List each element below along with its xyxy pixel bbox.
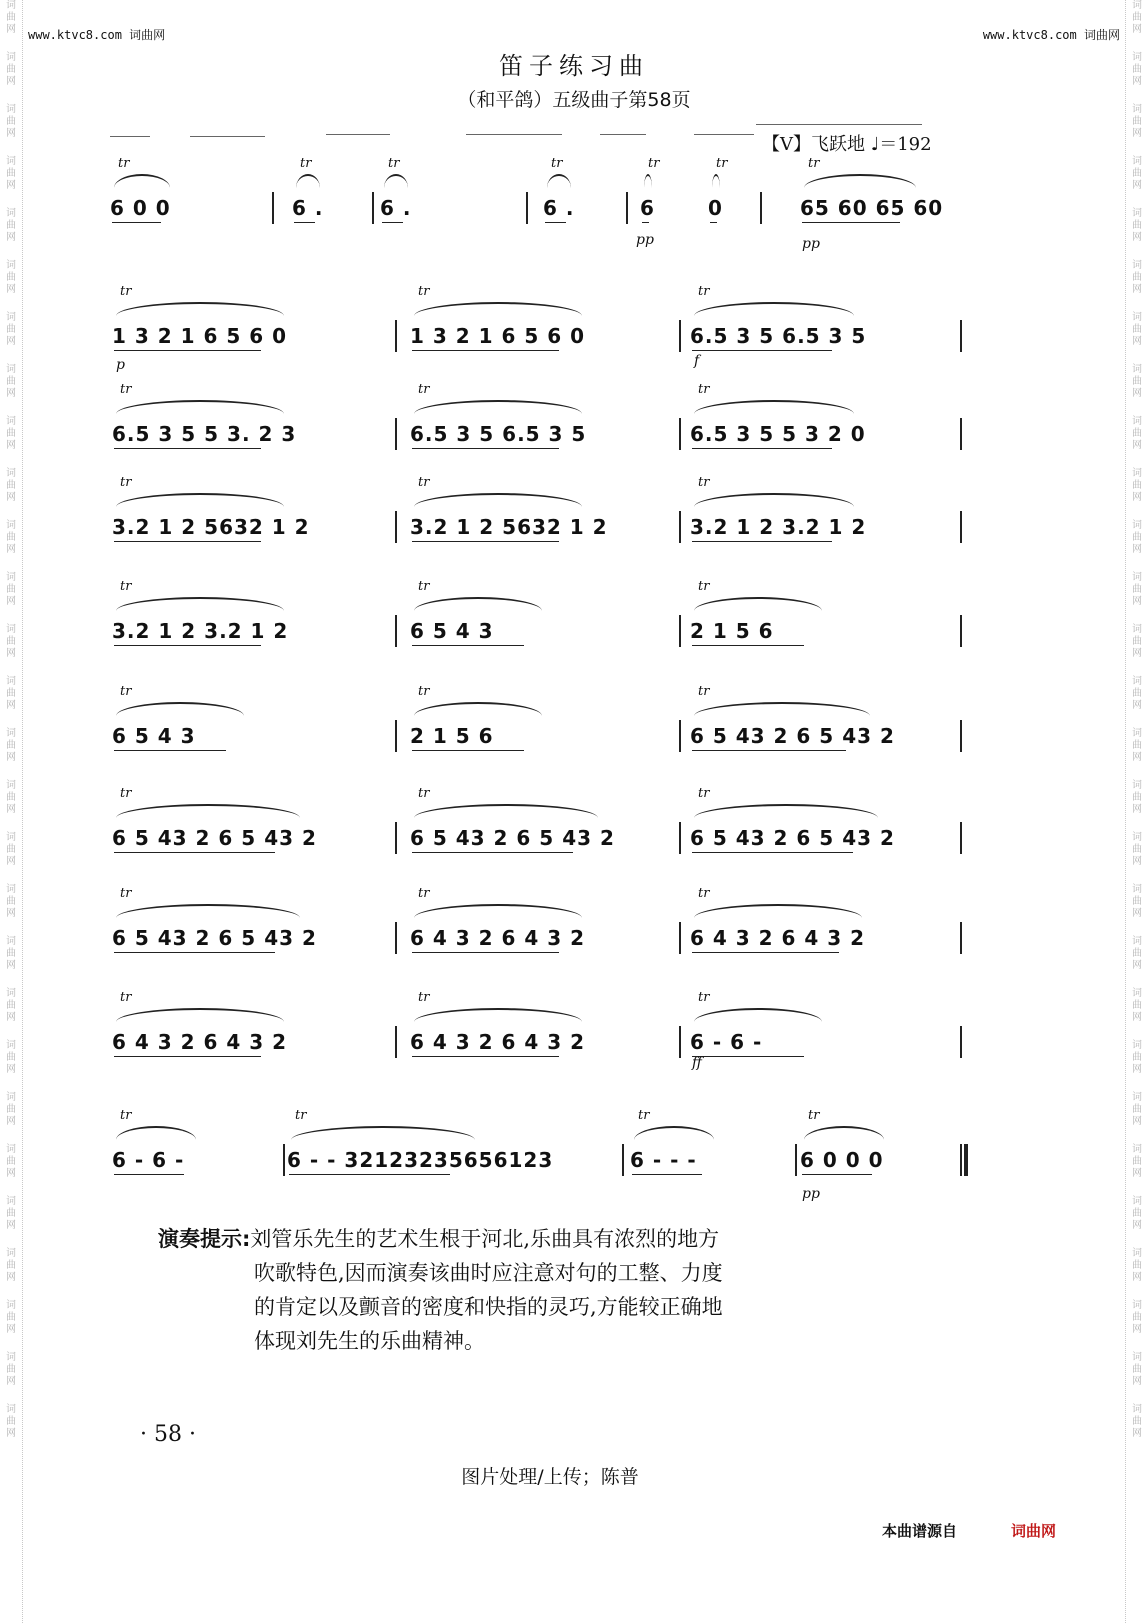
- watermark-text: 词 曲 网: [6, 988, 16, 1023]
- slur-arc: [547, 174, 571, 188]
- notation-measure: 6 0 0 0: [800, 1148, 884, 1172]
- notation-measure: 6 4 3 2 6 4 3 2: [690, 926, 866, 950]
- watermark-text: 词 曲 网: [6, 416, 16, 451]
- beam-underline: [289, 1174, 450, 1175]
- trill-mark: tr: [698, 684, 710, 699]
- watermark-text: 词 曲 网: [1132, 1404, 1142, 1439]
- dynamic-mark: pp: [802, 1186, 820, 1202]
- beam-underline: [112, 222, 161, 223]
- watermark-text: 词 曲 网: [6, 364, 16, 399]
- trill-mark: tr: [418, 684, 430, 699]
- dynamic-mark: f: [694, 353, 700, 369]
- trill-mark: tr: [120, 1108, 132, 1123]
- beam-underline: [545, 222, 566, 223]
- slur-arc: [114, 174, 170, 188]
- watermark-text: 词 曲 网: [1132, 936, 1142, 971]
- slur-arc: [384, 174, 408, 188]
- tips-label: 演奏提示:: [158, 1227, 251, 1251]
- trill-mark: tr: [716, 156, 728, 171]
- notation-measure: 6 0 0: [110, 196, 171, 220]
- bar-line: [626, 192, 628, 224]
- trill-mark: tr: [120, 382, 132, 397]
- bar-line: [960, 511, 962, 543]
- notation-measure: 65 60 65 60: [800, 196, 944, 220]
- watermark-text: 词 曲 网: [1132, 1196, 1142, 1231]
- beam-underline: [412, 645, 524, 646]
- bar-line: [679, 615, 681, 647]
- watermark-text: 词 曲 网: [1132, 676, 1142, 711]
- notation-measure: 6 5 4 3: [112, 724, 196, 748]
- bar-line: [679, 1026, 681, 1058]
- notation-measure: 3.2 1 2 5632 1 2: [410, 515, 608, 539]
- notation-measure: 1 3 2 1 6 5 6 0: [112, 324, 288, 348]
- slur-arc: [414, 702, 542, 716]
- watermark-left: [0, 0, 23, 1623]
- slur-arc: [644, 174, 652, 188]
- slur-arc: [414, 804, 598, 818]
- bar-line: [679, 320, 681, 352]
- slur-arc: [694, 804, 878, 818]
- watermark-text: 词 曲 网: [6, 52, 16, 87]
- watermark-text: 词 曲 网: [6, 1300, 16, 1335]
- watermark-text: 词 曲 网: [6, 624, 16, 659]
- watermark-text: 词 曲 网: [1132, 1300, 1142, 1335]
- trill-mark: tr: [698, 475, 710, 490]
- notation-measure: 6.5 3 5 5 3 2 0: [690, 422, 866, 446]
- slur-arc: [712, 174, 720, 188]
- bar-line: [679, 511, 681, 543]
- slur-arc: [414, 400, 582, 414]
- trill-mark: tr: [418, 475, 430, 490]
- beam-underline: [412, 1056, 559, 1057]
- notation-measure: 6.5 3 5 6.5 3 5: [690, 324, 867, 348]
- watermark-text: 词 曲 网: [6, 728, 16, 763]
- watermark-text: 词 曲 网: [1132, 1092, 1142, 1127]
- bar-line: [272, 192, 274, 224]
- header-url-left[interactable]: [28, 26, 165, 43]
- notation-measure: 6.5 3 5 5 3. 2 3: [112, 422, 297, 446]
- slur-arc: [804, 1126, 884, 1140]
- performance-tips: [158, 1222, 748, 1358]
- beam-underline: [114, 952, 275, 953]
- notation-measure: 2 1 5 6: [410, 724, 494, 748]
- slur-arc: [414, 1008, 582, 1022]
- trill-mark: tr: [418, 886, 430, 901]
- watermark-text: 词 曲 网: [1132, 52, 1142, 87]
- watermark-text: 词 曲 网: [6, 884, 16, 919]
- trill-mark: tr: [388, 156, 400, 171]
- beam-underline: [412, 448, 559, 449]
- slur-arc: [414, 493, 582, 507]
- watermark-text: 词 曲 网: [1132, 1248, 1142, 1283]
- source-attribution[interactable]: [882, 1520, 1056, 1541]
- trill-mark: tr: [808, 156, 820, 171]
- watermark-text: 词 曲 网: [6, 0, 16, 35]
- watermark-text: 词 曲 网: [1132, 260, 1142, 295]
- slur-arc: [694, 1008, 822, 1022]
- beam-underline: [294, 222, 315, 223]
- slur-arc: [116, 302, 284, 316]
- notation-measure: 6 5 4 3: [410, 619, 494, 643]
- watermark-text: 词 曲 网: [1132, 156, 1142, 191]
- bar-line: [526, 192, 528, 224]
- trill-mark: tr: [551, 156, 563, 171]
- watermark-text: 词 曲 网: [6, 780, 16, 815]
- notation-measure: 6 5 43 2 6 5 43 2: [410, 826, 615, 850]
- slur-arc: [116, 493, 284, 507]
- watermark-text: 词 曲 网: [1132, 832, 1142, 867]
- notation-measure: 6 .: [292, 196, 324, 220]
- slur-arc: [804, 174, 916, 188]
- source-brand: 词曲网: [1011, 1522, 1057, 1540]
- staff-tick: [694, 134, 754, 135]
- watermark-text: 词 曲 网: [1132, 988, 1142, 1023]
- notation-measure: 6 4 3 2 6 4 3 2: [112, 1030, 288, 1054]
- trill-mark: tr: [120, 475, 132, 490]
- trill-mark: tr: [648, 156, 660, 171]
- beam-underline: [642, 222, 649, 223]
- trill-mark: tr: [698, 990, 710, 1005]
- beam-underline: [692, 1056, 804, 1057]
- watermark-text: 词 曲 网: [1132, 728, 1142, 763]
- bar-line: [622, 1144, 624, 1176]
- bar-line: [679, 922, 681, 954]
- beam-underline: [692, 350, 832, 351]
- beam-underline: [692, 952, 839, 953]
- beam-underline: [802, 1174, 872, 1175]
- notation-measure: 2 1 5 6: [690, 619, 774, 643]
- watermark-text: 词 曲 网: [1132, 520, 1142, 555]
- trill-mark: tr: [698, 284, 710, 299]
- watermark-text: 词 曲 网: [1132, 1040, 1142, 1075]
- beam-underline: [114, 541, 261, 542]
- notation-measure: 6 4 3 2 6 4 3 2: [410, 1030, 586, 1054]
- beam-underline: [114, 750, 226, 751]
- url-text: www.ktvc8.com: [28, 28, 122, 42]
- bar-line: [960, 1026, 962, 1058]
- slur-arc: [116, 1008, 284, 1022]
- watermark-text: 词 曲 网: [6, 1144, 16, 1179]
- bar-line: [395, 720, 397, 752]
- final-barline: [964, 1144, 968, 1176]
- trill-mark: tr: [808, 1108, 820, 1123]
- watermark-text: 词 曲 网: [1132, 624, 1142, 659]
- beam-underline: [692, 852, 853, 853]
- notation-measure: 1 3 2 1 6 5 6 0: [410, 324, 586, 348]
- watermark-text: 词 曲 网: [6, 1352, 16, 1387]
- upload-credit: 图片处理/上传；陈普: [461, 1466, 639, 1488]
- watermark-text: 词 曲 网: [6, 312, 16, 347]
- bar-line: [395, 1026, 397, 1058]
- beam-underline: [692, 645, 804, 646]
- notation-measure: 6 - 6 -: [112, 1148, 185, 1172]
- notation-measure: 6 - - 32123235656123: [287, 1148, 554, 1172]
- staff-tick: [326, 134, 390, 135]
- trill-mark: tr: [418, 382, 430, 397]
- trill-mark: tr: [120, 886, 132, 901]
- watermark-text: 词 曲 网: [1132, 1144, 1142, 1179]
- watermark-text: 词 曲 网: [6, 1248, 16, 1283]
- slur-arc: [694, 400, 854, 414]
- trill-mark: tr: [120, 284, 132, 299]
- bar-line: [960, 418, 962, 450]
- beam-underline: [710, 222, 717, 223]
- trill-mark: tr: [698, 786, 710, 801]
- watermark-text: 词 曲 网: [1132, 0, 1142, 35]
- notation-measure: 6 5 43 2 6 5 43 2: [112, 826, 317, 850]
- bar-line: [960, 1144, 962, 1176]
- trill-mark: tr: [120, 990, 132, 1005]
- notation-measure: 6 .: [543, 196, 575, 220]
- beam-underline: [114, 448, 261, 449]
- slur-arc: [291, 1126, 475, 1140]
- notation-measure: 0: [708, 196, 723, 220]
- beam-underline: [382, 222, 403, 223]
- notation-measure: 6 .: [380, 196, 412, 220]
- slur-arc: [414, 302, 582, 316]
- watermark-text: 词 曲 网: [1132, 572, 1142, 607]
- slur-arc: [694, 597, 822, 611]
- dynamic-mark: p: [116, 357, 125, 373]
- bar-line: [679, 418, 681, 450]
- notation-measure: 6 5 43 2 6 5 43 2: [690, 724, 895, 748]
- bar-line: [395, 615, 397, 647]
- tips-line: 吹歌特色,因而演奏该曲时应注意对句的工整、力度: [254, 1261, 723, 1285]
- trill-mark: tr: [698, 382, 710, 397]
- watermark-text: 词 曲 网: [6, 832, 16, 867]
- score-title: 笛子练习曲: [499, 52, 649, 80]
- watermark-text: 词 曲 网: [6, 208, 16, 243]
- trill-mark: tr: [120, 684, 132, 699]
- site-name: 词曲网: [129, 28, 166, 42]
- watermark-text: 词 曲 网: [6, 1092, 16, 1127]
- section-marker: 【V】飞跃地: [762, 134, 865, 155]
- slur-arc: [694, 904, 862, 918]
- bar-line: [960, 720, 962, 752]
- notation-measure: 6 - - -: [630, 1148, 697, 1172]
- beam-underline: [114, 852, 275, 853]
- trill-mark: tr: [120, 579, 132, 594]
- beam-underline: [412, 852, 573, 853]
- bar-line: [679, 822, 681, 854]
- notation-measure: 3.2 1 2 3.2 1 2: [690, 515, 867, 539]
- bar-line: [395, 922, 397, 954]
- beam-underline: [114, 1056, 261, 1057]
- bar-line: [372, 192, 374, 224]
- bar-line: [960, 320, 962, 352]
- slur-arc: [116, 702, 244, 716]
- watermark-text: 词 曲 网: [6, 520, 16, 555]
- slur-arc: [296, 174, 320, 188]
- trill-mark: tr: [300, 156, 312, 171]
- staff-tick: [600, 134, 646, 135]
- watermark-text: 词 曲 网: [6, 1404, 16, 1439]
- slur-arc: [116, 904, 300, 918]
- watermark-text: 词 曲 网: [6, 676, 16, 711]
- tips-line: 刘管乐先生的艺术生根于河北,乐曲具有浓烈的地方: [250, 1227, 720, 1251]
- staff-tick: [190, 136, 265, 137]
- trill-mark: tr: [698, 579, 710, 594]
- bar-line: [960, 822, 962, 854]
- watermark-text: 词 曲 网: [6, 572, 16, 607]
- site-name: 词曲网: [1083, 28, 1120, 42]
- dynamic-mark: pp: [636, 232, 654, 248]
- trill-mark: tr: [418, 786, 430, 801]
- bar-line: [395, 418, 397, 450]
- watermark-text: 词 曲 网: [6, 468, 16, 503]
- beam-underline: [412, 541, 559, 542]
- trill-mark: tr: [418, 990, 430, 1005]
- beam-underline: [692, 541, 832, 542]
- trill-mark: tr: [638, 1108, 650, 1123]
- beam-underline: [412, 350, 559, 351]
- slur-arc: [694, 302, 854, 316]
- beam-underline: [802, 222, 900, 223]
- notation-measure: 3.2 1 2 5632 1 2: [112, 515, 310, 539]
- notation-measure: 6 5 43 2 6 5 43 2: [690, 826, 895, 850]
- bar-line: [283, 1144, 285, 1176]
- score-subtitle: （和平鸽）五级曲子第58页: [457, 89, 691, 111]
- url-text: www.ktvc8.com: [982, 28, 1077, 42]
- watermark-text: 词 曲 网: [1132, 364, 1142, 399]
- slur-arc: [116, 597, 284, 611]
- bar-line: [960, 615, 962, 647]
- dynamic-mark: pp: [802, 236, 820, 252]
- beam-underline: [114, 350, 261, 351]
- slur-arc: [414, 904, 582, 918]
- watermark-text: 词 曲 网: [6, 936, 16, 971]
- beam-underline: [114, 1174, 184, 1175]
- trill-mark: tr: [120, 786, 132, 801]
- staff-tick: [110, 136, 150, 137]
- watermark-text: 词 曲 网: [6, 1196, 16, 1231]
- tips-line: 的肯定以及颤音的密度和快指的灵巧,方能较正确地: [254, 1295, 723, 1319]
- watermark-text: 词 曲 网: [1132, 884, 1142, 919]
- page-number: · 58 ·: [140, 1422, 196, 1447]
- watermark-text: 词 曲 网: [6, 1040, 16, 1075]
- trill-mark: tr: [418, 284, 430, 299]
- slur-arc: [694, 493, 854, 507]
- slur-arc: [694, 702, 870, 716]
- beam-underline: [114, 645, 261, 646]
- trill-mark: tr: [418, 579, 430, 594]
- bar-line: [760, 192, 762, 224]
- slur-arc: [414, 597, 542, 611]
- watermark-right: [1125, 0, 1148, 1623]
- beam-underline: [412, 750, 524, 751]
- trill-mark: tr: [698, 886, 710, 901]
- watermark-text: 词 曲 网: [1132, 780, 1142, 815]
- staff-tick: [756, 124, 922, 125]
- bar-line: [395, 822, 397, 854]
- watermark-text: 词 曲 网: [1132, 468, 1142, 503]
- bar-line: [395, 511, 397, 543]
- beam-underline: [632, 1174, 702, 1175]
- watermark-text: 词 曲 网: [1132, 312, 1142, 347]
- watermark-text: 词 曲 网: [6, 260, 16, 295]
- trill-mark: tr: [295, 1108, 307, 1123]
- watermark-text: 词 曲 网: [1132, 1352, 1142, 1387]
- bar-line: [960, 922, 962, 954]
- tempo-marking: [762, 130, 932, 156]
- slur-arc: [634, 1126, 714, 1140]
- notation-measure: 6 4 3 2 6 4 3 2: [410, 926, 586, 950]
- dynamic-mark: ff: [692, 1055, 702, 1071]
- slur-arc: [116, 400, 284, 414]
- staff-tick: [466, 134, 562, 135]
- tips-line: 体现刘先生的乐曲精神。: [254, 1329, 485, 1353]
- notation-measure: 6 - 6 -: [690, 1030, 763, 1054]
- notation-measure: 6 5 43 2 6 5 43 2: [112, 926, 317, 950]
- watermark-text: 词 曲 网: [1132, 416, 1142, 451]
- notation-measure: 6: [640, 196, 655, 220]
- bar-line: [795, 1144, 797, 1176]
- bar-line: [679, 720, 681, 752]
- watermark-text: 词 曲 网: [1132, 104, 1142, 139]
- slur-arc: [116, 1126, 196, 1140]
- beam-underline: [412, 952, 559, 953]
- slur-arc: [116, 804, 300, 818]
- source-label: 本曲谱源自: [882, 1522, 958, 1540]
- notation-measure: 3.2 1 2 3.2 1 2: [112, 619, 289, 643]
- bar-line: [395, 320, 397, 352]
- tempo-value: ♩＝192: [870, 134, 932, 155]
- header-url-right[interactable]: [983, 26, 1120, 43]
- beam-underline: [692, 750, 846, 751]
- watermark-text: 词 曲 网: [6, 104, 16, 139]
- beam-underline: [692, 448, 832, 449]
- trill-mark: tr: [118, 156, 130, 171]
- watermark-text: 词 曲 网: [1132, 208, 1142, 243]
- notation-measure: 6.5 3 5 6.5 3 5: [410, 422, 587, 446]
- watermark-text: 词 曲 网: [6, 156, 16, 191]
